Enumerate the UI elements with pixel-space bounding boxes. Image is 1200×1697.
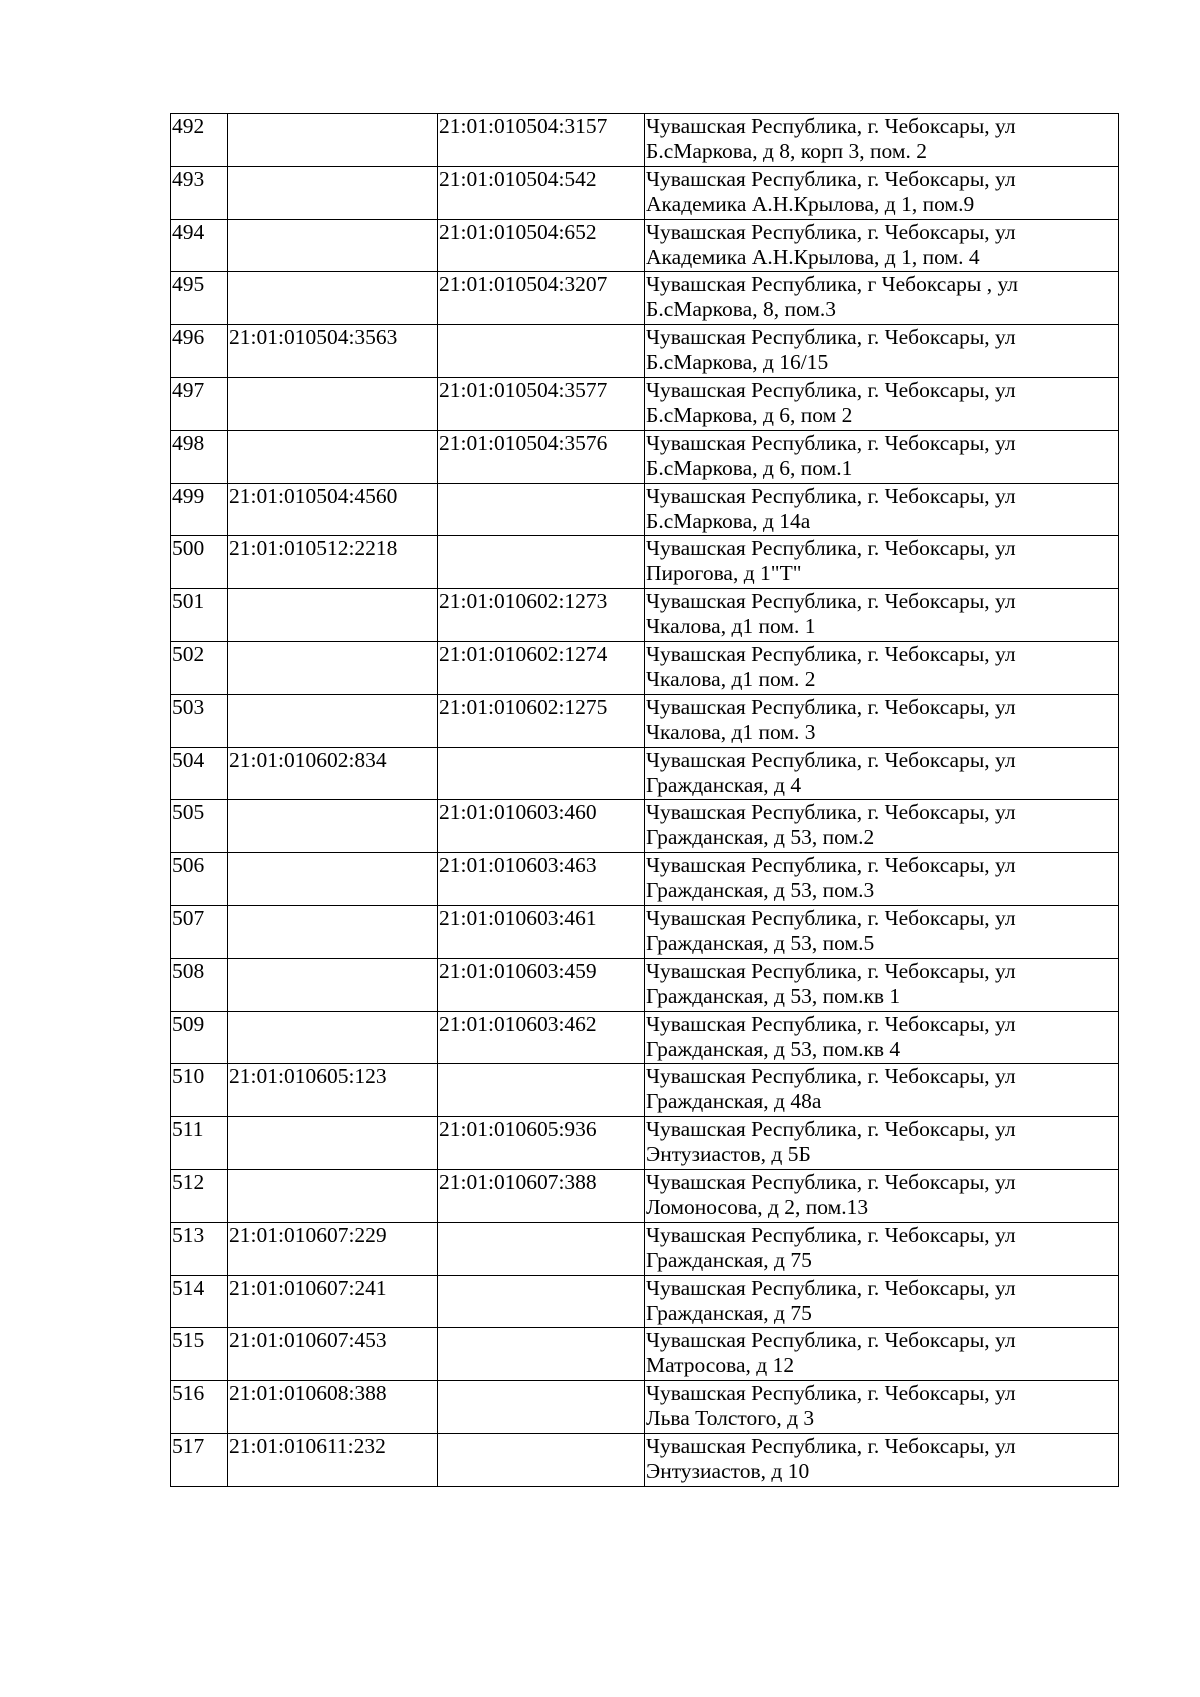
land-cadastral-number-cell [228,536,438,589]
premises-cadastral-number-cell [438,641,645,694]
address-cell-text: Чувашская Республика, г. Чебоксары, ул Чкалова, д1 пом. 3 [646,694,1016,744]
address-cell [645,853,1119,906]
table-row [171,483,1119,536]
land-cadastral-number-cell [228,1275,438,1328]
address-cell-text: Чувашская Республика, г. Чебоксары, ул Б.сМаркова, д 14а [646,483,1016,533]
address-cell [645,377,1119,430]
address-cell [645,1433,1119,1486]
row-number-cell [171,166,228,219]
row-number-cell [171,641,228,694]
row-number-cell [171,377,228,430]
address-cell-text: Чувашская Республика, г. Чебоксары, ул Гражданская, д 4 [646,747,1016,797]
land-cadastral-number-cell [228,430,438,483]
address-cell [645,1222,1119,1275]
row-number-cell-text: 511 [172,1117,204,1142]
address-cell-text: Чувашская Республика, г. Чебоксары, ул Энтузиастов, д 10 [646,1433,1016,1483]
premises-cadastral-number-cell [438,958,645,1011]
address-cell-text: Чувашская Республика, г. Чебоксары, ул Гражданская, д 48а [646,1064,1016,1114]
premises-cadastral-number-cell [438,747,645,800]
premises-cadastral-number-cell [438,1381,645,1434]
row-number-cell-text: 495 [172,272,205,297]
row-number-cell-text: 507 [172,905,205,930]
address-cell [645,166,1119,219]
table-row [171,589,1119,642]
row-number-cell [171,272,228,325]
address-cell [645,219,1119,272]
land-cadastral-number-cell [228,1433,438,1486]
row-number-cell [171,430,228,483]
premises-cadastral-number-cell [438,272,645,325]
row-number-cell [171,325,228,378]
address-cell-text: Чувашская Республика, г. Чебоксары, ул Гражданская, д 75 [646,1222,1016,1272]
address-cell [645,1328,1119,1381]
table-row [171,1169,1119,1222]
premises-cadastral-number-cell-text: 21:01:010602:1275 [439,694,608,719]
table-row [171,905,1119,958]
premises-cadastral-number-cell-text: 21:01:010607:388 [439,1169,597,1194]
premises-cadastral-number-cell [438,694,645,747]
property-table-body [171,114,1119,1487]
address-cell [645,1275,1119,1328]
address-cell-text: Чувашская Республика, г. Чебоксары, ул Ломоносова, д 2, пом.13 [646,1169,1016,1219]
address-cell-text: Чувашская Республика, г. Чебоксары, ул Гражданская, д 53, пом.2 [646,800,1016,850]
table-row [171,536,1119,589]
land-cadastral-number-cell-text: 21:01:010512:2218 [229,536,398,561]
row-number-cell-text: 493 [172,166,205,191]
row-number-cell-text: 508 [172,958,205,983]
land-cadastral-number-cell [228,1011,438,1064]
premises-cadastral-number-cell [438,1011,645,1064]
address-cell [645,905,1119,958]
premises-cadastral-number-cell [438,1064,645,1117]
row-number-cell [171,853,228,906]
table-row [171,430,1119,483]
land-cadastral-number-cell [228,853,438,906]
land-cadastral-number-cell [228,1328,438,1381]
address-cell-text: Чувашская Республика, г. Чебоксары, ул Б.сМаркова, д 8, корп 3, пом. 2 [646,114,1016,163]
land-cadastral-number-cell-text: 21:01:010602:834 [229,747,387,772]
address-cell-text: Чувашская Республика, г. Чебоксары, ул Б.сМаркова, д 6, пом.1 [646,430,1016,480]
premises-cadastral-number-cell [438,536,645,589]
land-cadastral-number-cell [228,272,438,325]
land-cadastral-number-cell [228,747,438,800]
land-cadastral-number-cell [228,589,438,642]
premises-cadastral-number-cell [438,377,645,430]
land-cadastral-number-cell [228,114,438,167]
premises-cadastral-number-cell-text: 21:01:010603:460 [439,800,597,825]
premises-cadastral-number-cell-text: 21:01:010504:652 [439,219,597,244]
address-cell [645,114,1119,167]
premises-cadastral-number-cell [438,114,645,167]
premises-cadastral-number-cell [438,589,645,642]
address-cell-text: Чувашская Республика, г. Чебоксары, ул Льва Толстого, д 3 [646,1381,1016,1431]
table-row [171,166,1119,219]
premises-cadastral-number-cell [438,166,645,219]
address-cell [645,641,1119,694]
row-number-cell [171,1064,228,1117]
row-number-cell [171,1381,228,1434]
table-row [171,1381,1119,1434]
address-cell [645,800,1119,853]
land-cadastral-number-cell [228,219,438,272]
address-cell-text: Чувашская Республика, г. Чебоксары, ул Чкалова, д1 пом. 2 [646,641,1016,691]
premises-cadastral-number-cell-text: 21:01:010605:936 [439,1117,597,1142]
premises-cadastral-number-cell-text: 21:01:010504:3157 [439,114,608,138]
premises-cadastral-number-cell-text: 21:01:010603:462 [439,1011,597,1036]
row-number-cell [171,1275,228,1328]
land-cadastral-number-cell [228,483,438,536]
premises-cadastral-number-cell-text: 21:01:010602:1273 [439,589,608,614]
row-number-cell [171,694,228,747]
table-row [171,114,1119,167]
premises-cadastral-number-cell [438,1117,645,1170]
land-cadastral-number-cell-text: 21:01:010607:241 [229,1275,387,1300]
address-cell-text: Чувашская Республика, г. Чебоксары, ул Гражданская, д 53, пом.3 [646,853,1016,903]
address-cell [645,694,1119,747]
row-number-cell-text: 515 [172,1328,205,1353]
row-number-cell-text: 497 [172,377,205,402]
address-cell-text: Чувашская Республика, г. Чебоксары, ул Матросова, д 12 [646,1328,1016,1378]
land-cadastral-number-cell [228,800,438,853]
address-cell-text: Чувашская Республика, г. Чебоксары, ул Б.сМаркова, д 16/15 [646,325,1016,375]
premises-cadastral-number-cell [438,219,645,272]
address-cell-text: Чувашская Республика, г. Чебоксары, ул Гражданская, д 75 [646,1275,1016,1325]
row-number-cell [171,219,228,272]
table-row [171,325,1119,378]
table-row [171,1064,1119,1117]
address-cell [645,1381,1119,1434]
premises-cadastral-number-cell [438,1275,645,1328]
table-row [171,747,1119,800]
land-cadastral-number-cell-text: 21:01:010504:3563 [229,325,398,350]
land-cadastral-number-cell [228,1169,438,1222]
address-cell-text: Чувашская Республика, г. Чебоксары, ул Гражданская, д 53, пом.кв 4 [646,1011,1016,1061]
address-cell [645,589,1119,642]
address-cell [645,325,1119,378]
row-number-cell [171,1222,228,1275]
address-cell [645,1011,1119,1064]
table-row [171,1011,1119,1064]
land-cadastral-number-cell-text: 21:01:010607:229 [229,1222,387,1247]
premises-cadastral-number-cell [438,905,645,958]
premises-cadastral-number-cell [438,1222,645,1275]
premises-cadastral-number-cell-text: 21:01:010504:3207 [439,272,608,297]
land-cadastral-number-cell [228,1117,438,1170]
land-cadastral-number-cell [228,694,438,747]
land-cadastral-number-cell-text: 21:01:010504:4560 [229,483,398,508]
land-cadastral-number-cell [228,1381,438,1434]
premises-cadastral-number-cell-text: 21:01:010504:3577 [439,377,608,402]
row-number-cell [171,1328,228,1381]
row-number-cell-text: 502 [172,641,205,666]
table-row [171,853,1119,906]
premises-cadastral-number-cell [438,1328,645,1381]
address-cell [645,1169,1119,1222]
address-cell [645,1064,1119,1117]
row-number-cell [171,958,228,1011]
property-table [170,113,1119,1487]
address-cell-text: Чувашская Республика, г. Чебоксары, ул Гражданская, д 53, пом.кв 1 [646,958,1016,1008]
premises-cadastral-number-cell [438,483,645,536]
table-row [171,641,1119,694]
address-cell [645,430,1119,483]
premises-cadastral-number-cell [438,1169,645,1222]
row-number-cell-text: 516 [172,1381,205,1406]
row-number-cell [171,1169,228,1222]
row-number-cell-text: 513 [172,1222,205,1247]
row-number-cell-text: 494 [172,219,205,244]
address-cell-text: Чувашская Республика, г Чебоксары , ул Б.сМаркова, 8, пом.3 [646,272,1018,322]
land-cadastral-number-cell [228,641,438,694]
premises-cadastral-number-cell-text: 21:01:010602:1274 [439,641,608,666]
address-cell [645,536,1119,589]
table-row [171,1275,1119,1328]
land-cadastral-number-cell [228,958,438,1011]
table-row [171,1222,1119,1275]
table-row [171,1117,1119,1170]
row-number-cell-text: 514 [172,1275,205,1300]
row-number-cell-text: 505 [172,800,205,825]
address-cell-text: Чувашская Республика, г. Чебоксары, ул Б.сМаркова, д 6, пом 2 [646,377,1016,427]
row-number-cell [171,1011,228,1064]
row-number-cell-text: 506 [172,853,205,878]
table-row [171,272,1119,325]
address-cell-text: Чувашская Республика, г. Чебоксары, ул Чкалова, д1 пом. 1 [646,589,1016,639]
row-number-cell-text: 498 [172,430,205,455]
premises-cadastral-number-cell [438,853,645,906]
table-row [171,958,1119,1011]
premises-cadastral-number-cell-text: 21:01:010603:463 [439,853,597,878]
land-cadastral-number-cell-text: 21:01:010608:388 [229,1381,387,1406]
address-cell-text: Чувашская Республика, г. Чебоксары, ул Энтузиастов, д 5Б [646,1117,1016,1167]
row-number-cell [171,114,228,167]
address-cell [645,958,1119,1011]
row-number-cell-text: 517 [172,1433,205,1458]
land-cadastral-number-cell [228,166,438,219]
table-row [171,377,1119,430]
address-cell [645,747,1119,800]
address-cell [645,272,1119,325]
row-number-cell-text: 503 [172,694,205,719]
row-number-cell [171,483,228,536]
premises-cadastral-number-cell-text: 21:01:010504:542 [439,166,597,191]
address-cell [645,483,1119,536]
row-number-cell [171,905,228,958]
row-number-cell [171,800,228,853]
row-number-cell-text: 510 [172,1064,205,1089]
table-row [171,694,1119,747]
row-number-cell-text: 500 [172,536,205,561]
land-cadastral-number-cell-text: 21:01:010605:123 [229,1064,387,1089]
table-row [171,219,1119,272]
address-cell-text: Чувашская Республика, г. Чебоксары, ул Академика А.Н.Крылова, д 1, пом.9 [646,166,1016,216]
address-cell-text: Чувашская Республика, г. Чебоксары, ул Пирогова, д 1"Т" [646,536,1016,586]
row-number-cell [171,536,228,589]
premises-cadastral-number-cell-text: 21:01:010603:461 [439,905,597,930]
row-number-cell-text: 509 [172,1011,205,1036]
premises-cadastral-number-cell-text: 21:01:010603:459 [439,958,597,983]
row-number-cell [171,1117,228,1170]
row-number-cell-text: 501 [172,589,205,614]
row-number-cell-text: 499 [172,483,205,508]
land-cadastral-number-cell [228,1222,438,1275]
row-number-cell-text: 504 [172,747,205,772]
land-cadastral-number-cell [228,377,438,430]
row-number-cell-text: 496 [172,325,205,350]
land-cadastral-number-cell [228,1064,438,1117]
address-cell-text: Чувашская Республика, г. Чебоксары, ул Гражданская, д 53, пом.5 [646,905,1016,955]
premises-cadastral-number-cell [438,800,645,853]
land-cadastral-number-cell [228,325,438,378]
table-row [171,1328,1119,1381]
land-cadastral-number-cell-text: 21:01:010607:453 [229,1328,387,1353]
address-cell-text: Чувашская Республика, г. Чебоксары, ул Академика А.Н.Крылова, д 1, пом. 4 [646,219,1016,269]
land-cadastral-number-cell [228,905,438,958]
row-number-cell [171,1433,228,1486]
premises-cadastral-number-cell [438,430,645,483]
premises-cadastral-number-cell-text: 21:01:010504:3576 [439,430,608,455]
row-number-cell-text: 512 [172,1169,205,1194]
row-number-cell [171,589,228,642]
row-number-cell-text: 492 [172,114,205,138]
address-cell [645,1117,1119,1170]
premises-cadastral-number-cell [438,325,645,378]
table-row [171,800,1119,853]
land-cadastral-number-cell-text: 21:01:010611:232 [229,1433,386,1458]
row-number-cell [171,747,228,800]
premises-cadastral-number-cell [438,1433,645,1486]
table-row [171,1433,1119,1486]
